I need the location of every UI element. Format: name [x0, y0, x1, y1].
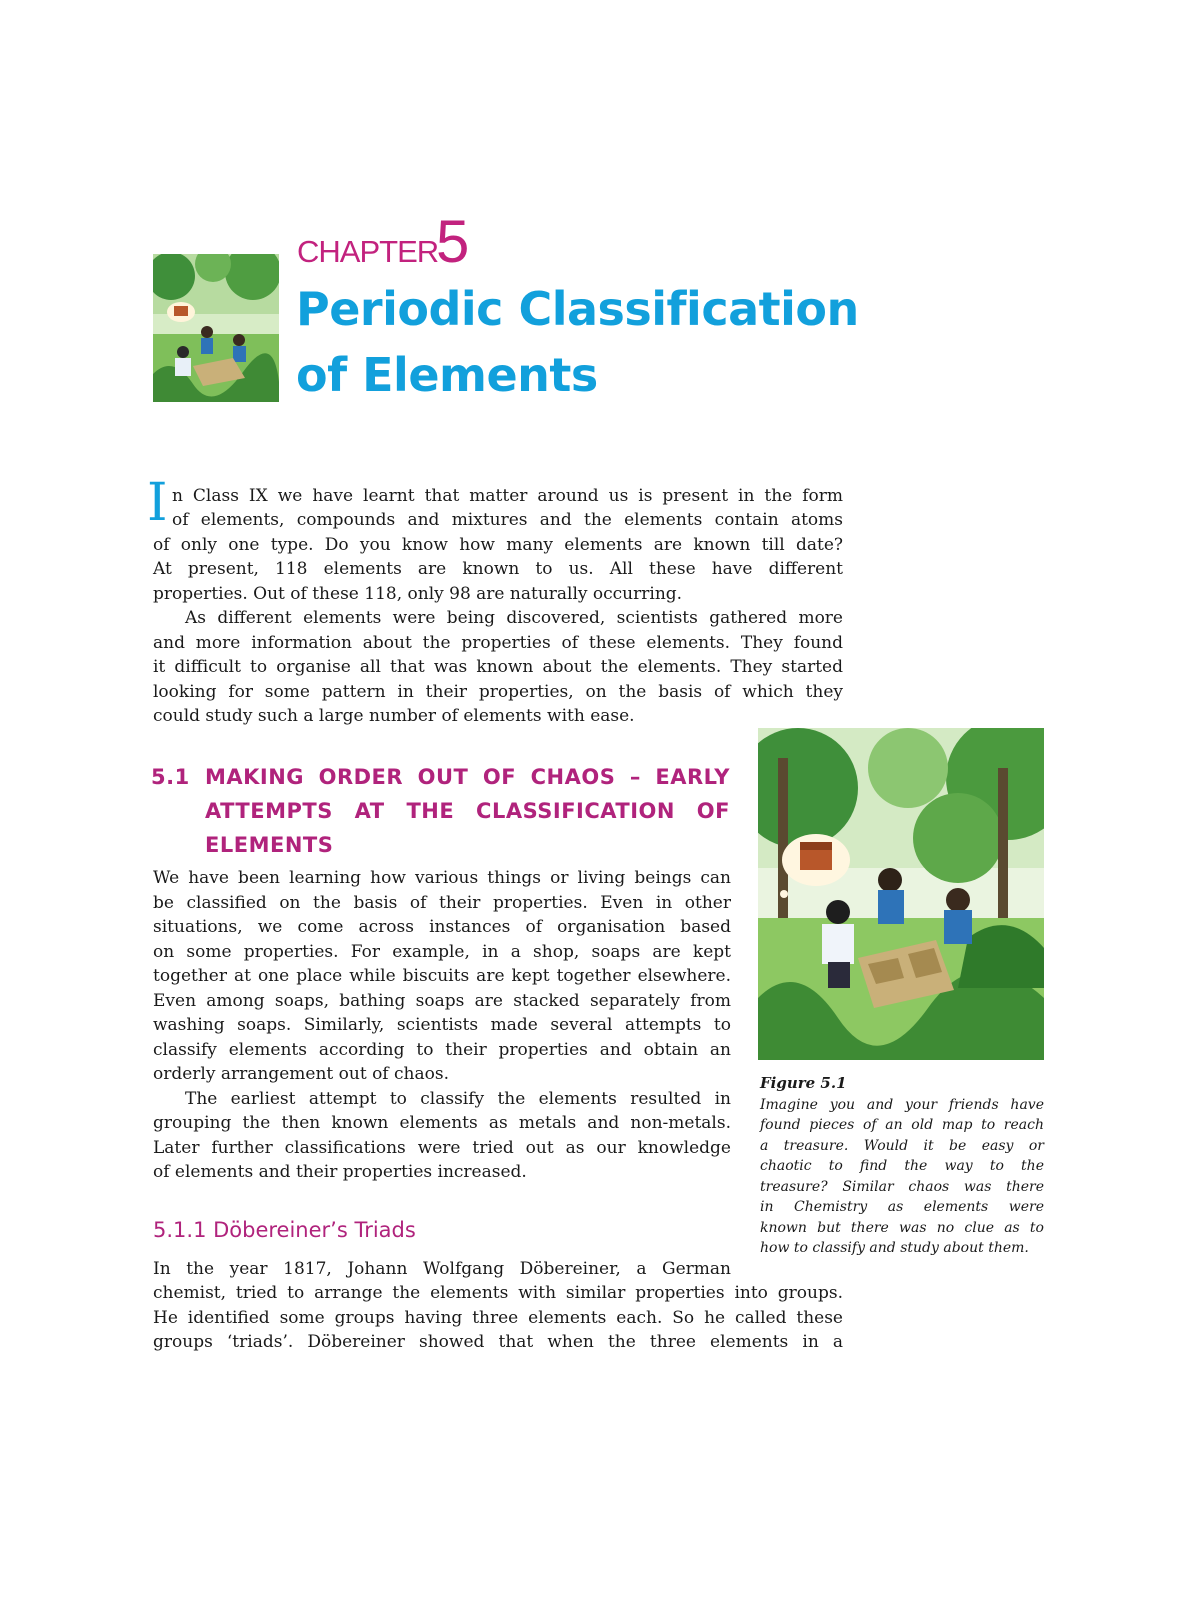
drop-cap: I: [147, 473, 168, 533]
figure-caption-title: Figure 5.1: [760, 1074, 847, 1092]
chapter-label: CHAPTER: [297, 234, 439, 269]
section-line: washing soaps. Similarly, scientists made several attempts to: [153, 1015, 731, 1035]
section-number: 5.1: [151, 765, 190, 789]
section-line: together at one place while biscuits are kept together elsewhere.: [153, 966, 731, 986]
section-line: We have been learning how various things or living beings can: [153, 868, 731, 888]
chapter-title-line2: of Elements: [296, 348, 598, 402]
figure-caption-line: found pieces of an old map to reach: [760, 1117, 1044, 1133]
intro-line: of elements, compounds and mixtures and the elements contain atoms: [172, 510, 843, 530]
chapter-number: 5: [436, 208, 470, 275]
subsection-heading: 5.1.1 Döbereiner’s Triads: [153, 1218, 416, 1242]
intro-line: could study such a large number of elements with ease.: [153, 706, 635, 726]
subsection-line: groups ‘triads’. Döbereiner showed that when the three elements in a: [153, 1332, 843, 1352]
section-line: orderly arrangement out of chaos.: [153, 1064, 449, 1084]
figure-caption-line: in Chemistry as elements were: [760, 1199, 1044, 1215]
section-line: Even among soaps, bathing soaps are stacked separately from: [153, 991, 731, 1011]
section-line: classify elements according to their properties and obtain an: [153, 1040, 731, 1060]
intro-line: looking for some pattern in their properties, on the basis of which they: [153, 682, 843, 702]
section-heading-line1: MAKING ORDER OUT OF CHAOS – EARLY: [205, 765, 730, 789]
section-line: grouping the then known elements as metals and non-metals.: [153, 1113, 731, 1133]
intro-line: it difficult to organise all that was known about the elements. They started: [153, 657, 843, 677]
figure-illustration: [758, 728, 1044, 1060]
figure-caption-line: chaotic to find the way to the: [760, 1158, 1044, 1174]
figure-caption-line: treasure? Similar chaos was there: [760, 1179, 1044, 1195]
intro-line: and more information about the properties of these elements. They found: [153, 633, 843, 653]
section-line: of elements and their properties increased.: [153, 1162, 527, 1182]
figure-caption-line: a treasure. Would it be easy or: [760, 1138, 1044, 1154]
section-heading-line2: ATTEMPTS AT THE CLASSIFICATION OF: [205, 799, 730, 823]
chapter-thumbnail-illustration: [153, 254, 279, 402]
intro-line: n Class IX we have learnt that matter around us is present in the form: [172, 486, 843, 506]
subsection-line: He identified some groups having three elements each. So he called these: [153, 1308, 843, 1328]
section-line: The earliest attempt to classify the elements resulted in: [185, 1089, 731, 1109]
section-line: be classified on the basis of their properties. Even in other: [153, 893, 731, 913]
intro-line: of only one type. Do you know how many elements are known till date?: [153, 535, 843, 555]
subsection-line: chemist, tried to arrange the elements with similar properties into groups.: [153, 1283, 843, 1303]
section-heading-line3: ELEMENTS: [205, 833, 334, 857]
figure-caption-line: Imagine you and your friends have: [760, 1097, 1044, 1113]
intro-line: As different elements were being discovered, scientists gathered more: [185, 608, 843, 628]
subsection-line: In the year 1817, Johann Wolfgang Döbereiner, a German: [153, 1259, 731, 1279]
chapter-title-line1: Periodic Classification: [296, 282, 859, 336]
figure-caption-line: known but there was no clue as to: [760, 1220, 1044, 1236]
section-line: on some properties. For example, in a shop, soaps are kept: [153, 942, 731, 962]
intro-line: At present, 118 elements are known to us. All these have different: [153, 559, 843, 579]
intro-line: properties. Out of these 118, only 98 are naturally occurring.: [153, 584, 683, 604]
section-line: situations, we come across instances of organisation based: [153, 917, 731, 937]
figure-caption-line: how to classify and study about them.: [760, 1240, 1029, 1256]
section-line: Later further classifications were tried out as our knowledge: [153, 1138, 731, 1158]
